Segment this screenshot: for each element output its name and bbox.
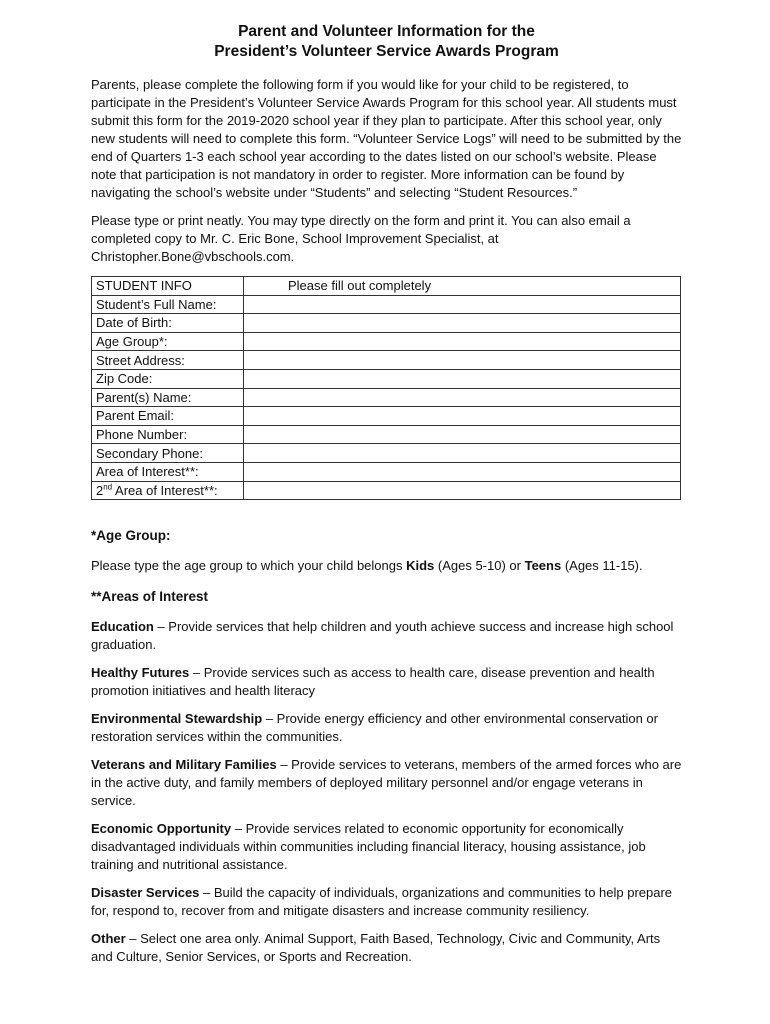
area-name: Healthy Futures (91, 665, 190, 681)
area-name: Other (91, 931, 126, 947)
row-label: Phone Number: (92, 425, 244, 444)
table-row (92, 351, 681, 370)
age-group-intro: Please type the age group to which your child belongs (91, 558, 407, 574)
area-desc: – Select one area only. Animal Support, Faith Based, Technology, Civic and Community, Arts and Culture, Senior Services, or Sports and Recreation. (91, 931, 661, 965)
ordinal-suffix: nd (103, 482, 113, 492)
page-title (91, 22, 682, 62)
area-of-interest-field[interactable] (244, 462, 681, 481)
table-row (92, 444, 681, 463)
zip-code-field[interactable] (244, 369, 681, 388)
row-label: Area of Interest**: (92, 462, 244, 481)
header-student-info: STUDENT INFO (92, 277, 244, 296)
area-desc: – Provide services that help children and youth achieve success and increase high school graduation. (91, 619, 674, 653)
area-item (91, 884, 682, 920)
row-label: Parent(s) Name: (92, 388, 244, 407)
area-name: Disaster Services (91, 885, 200, 901)
instructions-paragraph: Please type or print neatly. You may type directly on the form and print it. You can also email a completed copy to Mr. C. Eric Bone, School Improvement Specialist, at Christopher.Bone@vbschools.com. (91, 213, 631, 264)
row-label: Date of Birth: (92, 314, 244, 333)
area-desc: – Provide services related to economic opportunity for economically disadvantaged individuals within communities including financial literacy, housing assistance, job training and nutritional assistance. (91, 821, 646, 873)
age-group-text (91, 557, 682, 575)
date-of-birth-field[interactable] (244, 314, 681, 333)
second-area-label-text: Area of Interest**: (112, 482, 218, 498)
row-label: Parent Email: (92, 407, 244, 426)
area-name: Veterans and Military Families (91, 757, 277, 773)
area-item (91, 756, 682, 810)
row-label: Street Address: (92, 351, 244, 370)
row-label: Age Group*: (92, 332, 244, 351)
table-row (92, 462, 681, 481)
title-line-2: President’s Volunteer Service Awards Program (214, 43, 559, 60)
area-desc: – Build the capacity of individuals, organizations and communities to help prepare for, respond to, recover from and mitigate disasters and increase community resiliency. (91, 885, 673, 919)
area-name: Economic Opportunity (91, 821, 232, 837)
table-row (92, 332, 681, 351)
age-group-field[interactable] (244, 332, 681, 351)
row-label (92, 481, 244, 500)
kids-label: Kids (406, 558, 435, 574)
teens-range: (Ages 11-15). (561, 558, 643, 574)
table-row (92, 295, 681, 314)
parent-email-field[interactable] (244, 407, 681, 426)
table-row (92, 388, 681, 407)
row-label: Student’s Full Name: (92, 295, 244, 314)
title-line-1: Parent and Volunteer Information for the (238, 23, 535, 40)
table-row (92, 369, 681, 388)
kids-range: (Ages 5-10) or (434, 558, 525, 574)
row-label: Zip Code: (92, 369, 244, 388)
table-header-row (92, 277, 681, 296)
area-item (91, 710, 682, 746)
area-item (91, 930, 682, 966)
ordinal-number: 2 (96, 482, 104, 498)
area-desc: – Provide energy efficiency and other environmental conservation or restoration services within the communities. (91, 711, 658, 745)
age-group-heading: *Age Group: (91, 528, 171, 544)
header-fill-out: Please fill out completely (244, 277, 681, 296)
second-area-of-interest-field[interactable] (244, 481, 681, 500)
area-desc: – Provide services to veterans, members of the armed forces who are in the active duty, and family members of deployed military personnel and/or engage veterans in service. (91, 757, 682, 809)
table-row (92, 407, 681, 426)
area-name: Environmental Stewardship (91, 711, 263, 727)
areas-heading: **Areas of Interest (91, 589, 209, 605)
teens-label: Teens (524, 558, 562, 574)
student-name-field[interactable] (244, 295, 681, 314)
parent-name-field[interactable] (244, 388, 681, 407)
area-name: Education (91, 619, 154, 635)
area-desc: – Provide services such as access to health care, disease prevention and health promotion initiatives and health literacy (91, 665, 655, 699)
table-row (92, 425, 681, 444)
table-row (92, 481, 681, 500)
secondary-phone-field[interactable] (244, 444, 681, 463)
intro-paragraph: Parents, please complete the following form if you would like for your child to be registered, to participate in the President’s Volunteer Service Awards Program for this school year. All students must submit this form for the 2019-2020 school year if they plan to participate. After this school year, only new students will need to complete this form. “Volunteer Service Logs” will need to be submitted by the end of Quarters 1-3 each school year according to the dates listed on our school’s website. Please note that participation is not mandatory in order to register. More information can be found by navigating the school’s website under “Students” and selecting “Student Resources.” (91, 77, 682, 200)
table-row (92, 314, 681, 333)
street-address-field[interactable] (244, 351, 681, 370)
row-label: Secondary Phone: (92, 444, 244, 463)
area-item (91, 664, 682, 700)
phone-number-field[interactable] (244, 425, 681, 444)
area-item (91, 618, 682, 654)
area-item (91, 820, 682, 874)
student-info-table (91, 276, 681, 500)
